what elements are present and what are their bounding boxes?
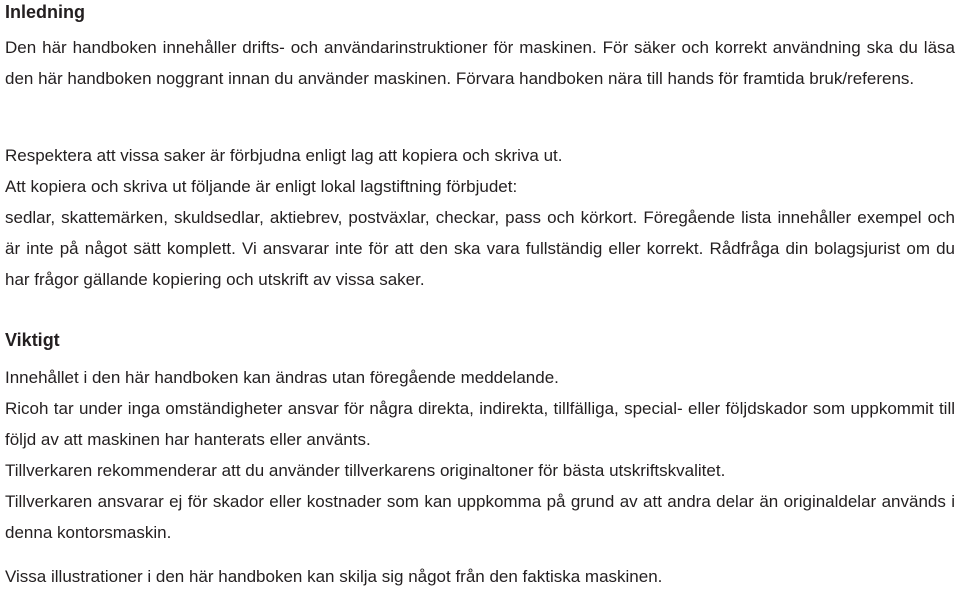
important-line-liability: Ricoh tar under inga omständigheter ansvar för några direkta, indirekta, tillfälliga, special- eller följdskador som uppkommit till följd av att maskinen har hanterats eller använts. [5,399,955,449]
copy-prohibition-intro: Att kopiera och skriva ut följande är enligt lokal lagstiftning förbjudet: [5,177,518,196]
important-heading: Viktigt [5,330,60,350]
respect-paragraph: Respektera att vissa saker är förbjudna enligt lag att kopiera och skriva ut. [5,146,563,165]
important-line-content-change: Innehållet i den här handboken kan ändras utan föregående meddelande. [5,368,559,387]
intro-paragraph: Den här handboken innehåller drifts- och användarinstruktioner för maskinen. För säker och korrekt användning ska du läsa den här handboken noggrant innan du använder maskinen. Förvara handboken nära till hands för framtida bruk/referens. [5,38,955,88]
important-line-toner: Tillverkaren rekommenderar att du använder tillverkarens originaltoner för bästa utskriftskvalitet. [5,461,726,480]
copy-prohibition-list: sedlar, skattemärken, skuldsedlar, aktiebrev, postväxlar, checkar, pass och körkort. Föregående lista innehåller exempel och är inte på något sätt komplett. Vi ansvarar inte för att den ska vara fullständig eller korrekt. Rådfråga din bolagsjurist om du har frågor gällande kopiering och utskrift av vissa saker. [5,208,955,289]
important-line-illustrations: Vissa illustrationer i den här handboken kan skilja sig något från den faktiska maskinen. [5,567,663,586]
intro-heading: Inledning [5,2,85,22]
important-line-parts: Tillverkaren ansvarar ej för skador eller kostnader som kan uppkomma på grund av att andra delar än originaldelar används i denna kontorsmaskin. [5,492,955,542]
